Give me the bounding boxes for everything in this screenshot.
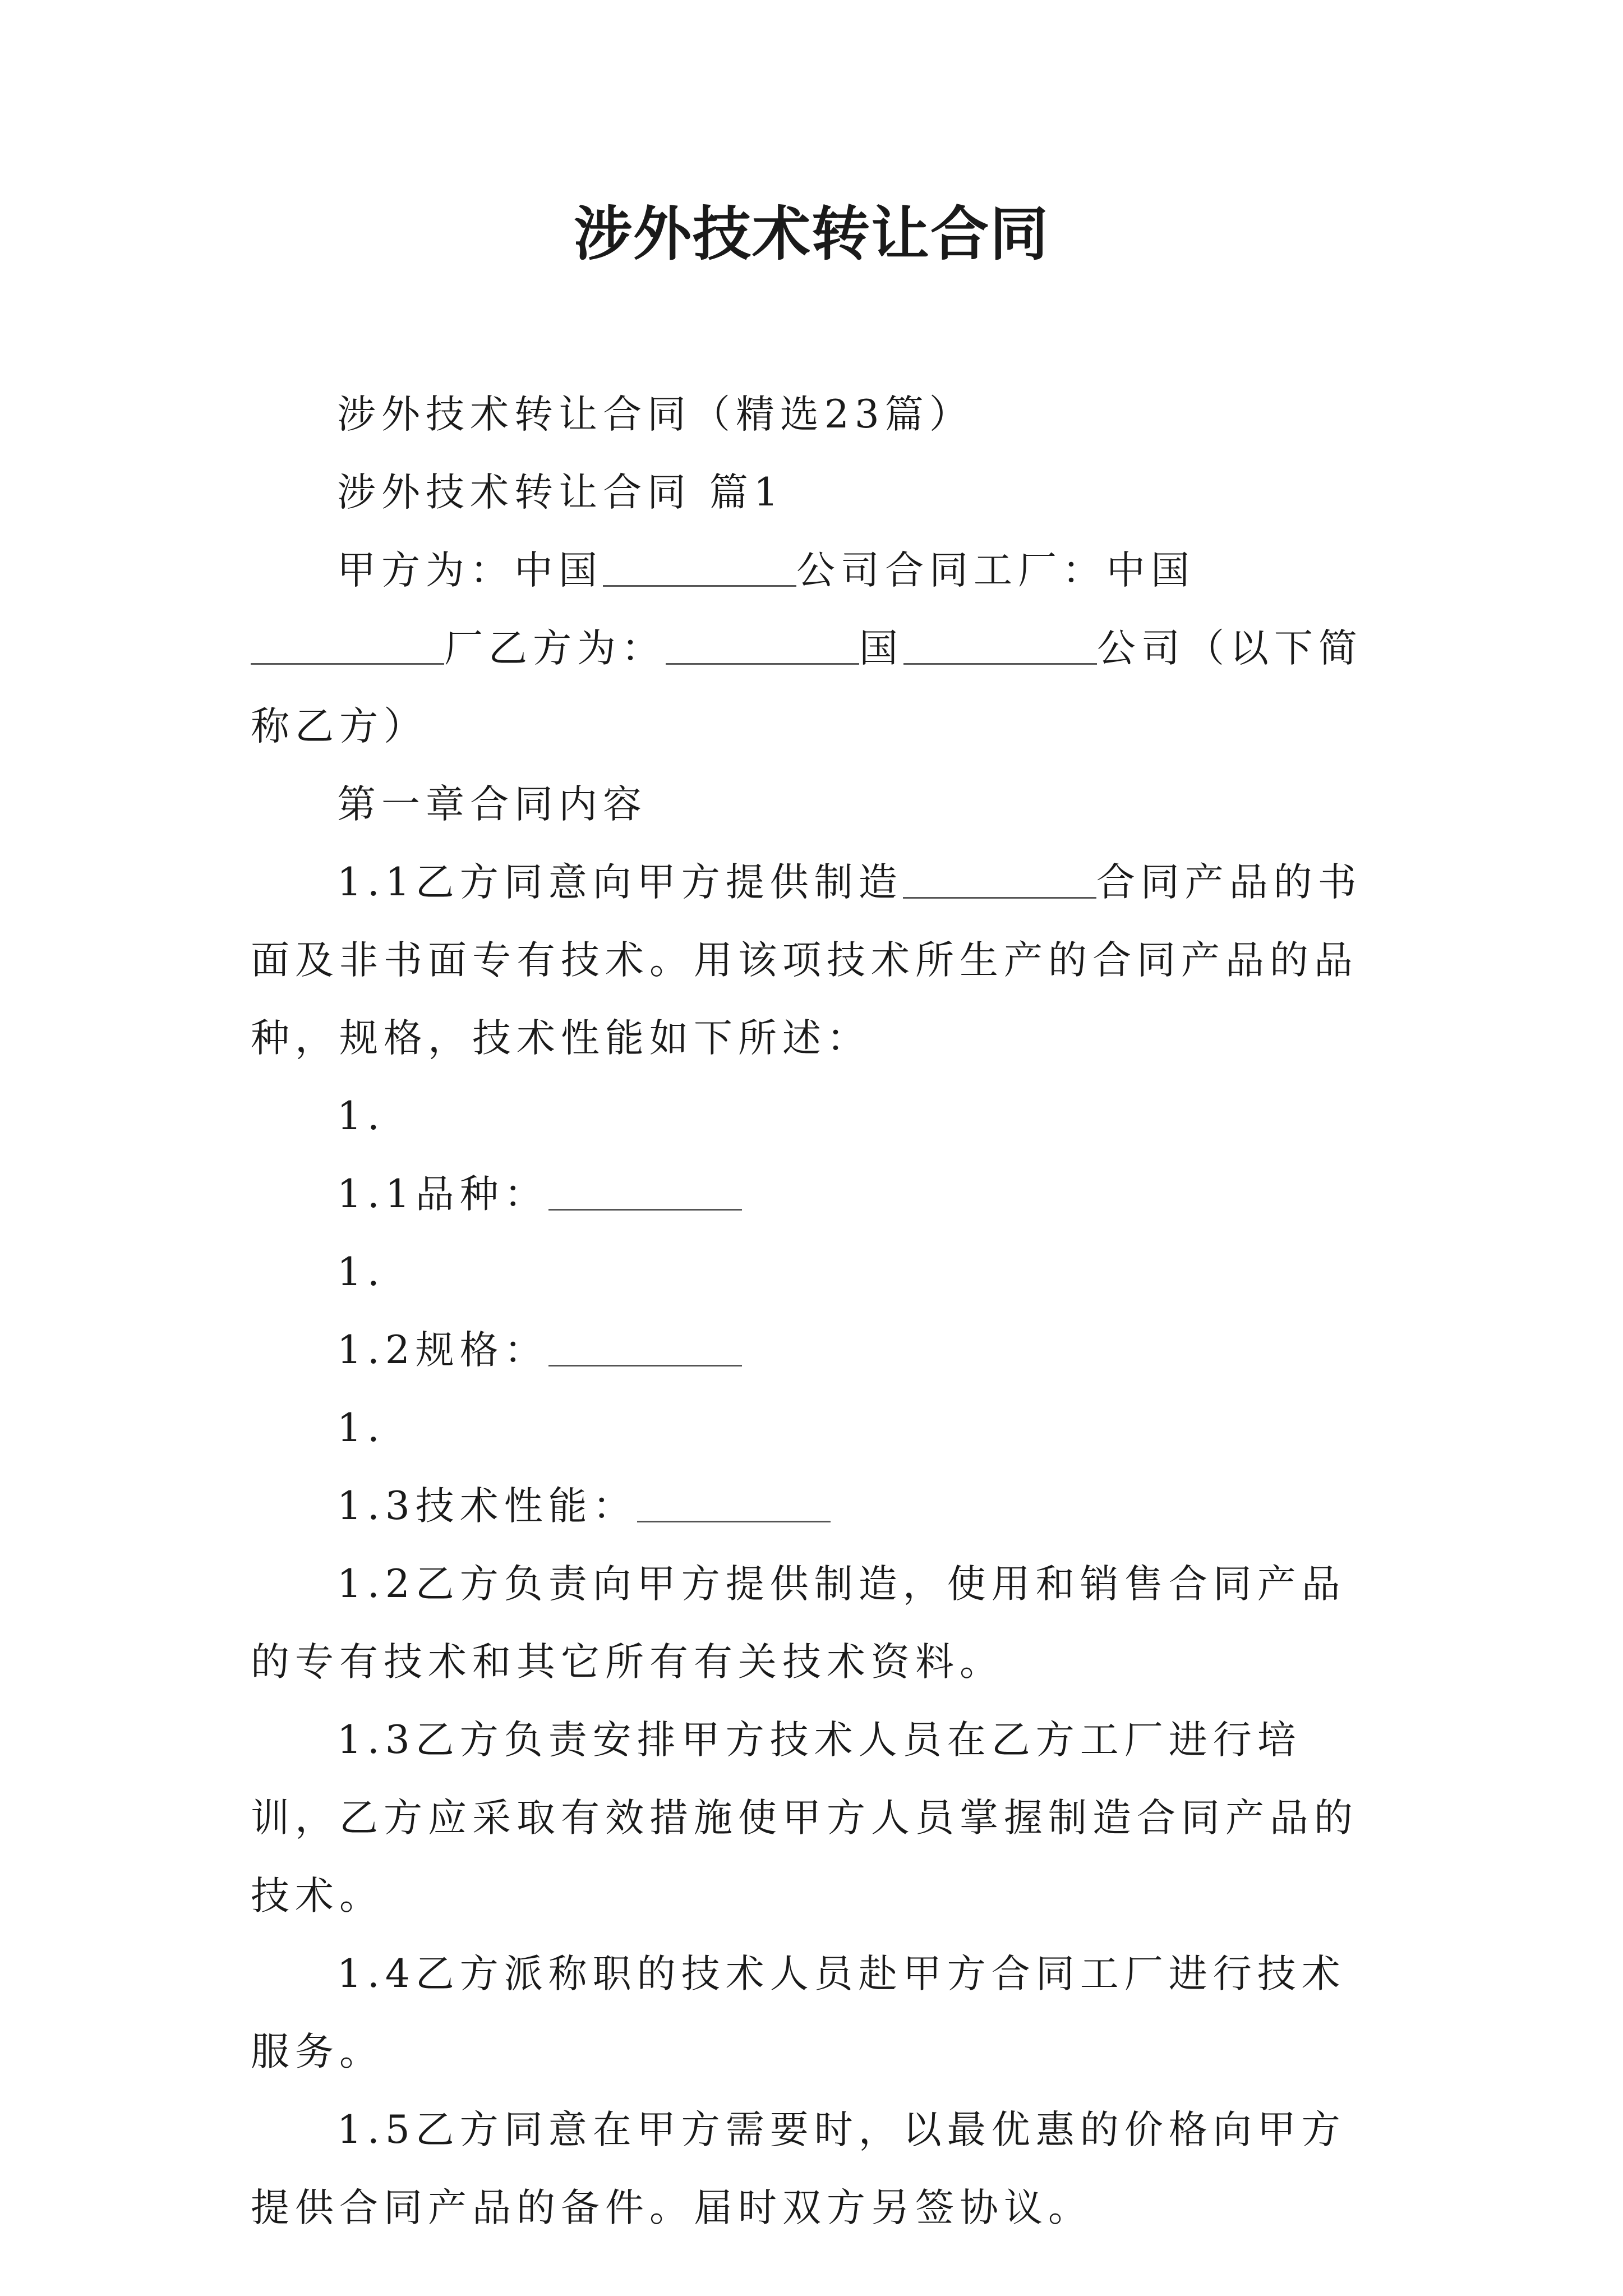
item-1-3-label: 1.3技术性能： [337, 1484, 637, 1529]
document-body [251, 376, 1379, 2247]
clause-1-1-end: 合同产品的书面及非书面专有技术。用该项技术所生产的合同产品的品种，规格，技术性能如下所述： [251, 860, 1362, 1061]
item-1b: 1. [337, 1250, 385, 1295]
item-1-2-label: 1.2规格： [337, 1328, 548, 1373]
item-1-3 [251, 1467, 1379, 1545]
party-a-factory-suffix: 厂乙方为： [444, 626, 666, 671]
clause-1-2: 1.2乙方负责向甲方提供制造，使用和销售合同产品的专有技术和其它所有有关技术资料。 [251, 1562, 1346, 1685]
document-title: 涉外技术转让合同 [573, 200, 1049, 268]
item-1-1 [251, 1156, 1379, 1234]
parties-paragraph [251, 532, 1379, 766]
item-1-1-label: 1.1品种： [337, 1172, 548, 1217]
party-a-label: 甲方为：中国 [337, 548, 603, 593]
blank-field [548, 1168, 742, 1211]
chapter-1-title: 第一章合同内容 [337, 782, 647, 827]
blank-field [903, 623, 1097, 665]
clause-1-5: 1.5乙方同意在甲方需要时，以最优惠的价格向甲方提供合同产品的备件。届时双方另签协议。 [251, 2108, 1346, 2230]
blank-field [603, 545, 796, 587]
item-1-2 [251, 1312, 1379, 1389]
blank-field [251, 623, 444, 665]
party-b-company: 公司（以下简称乙方） [251, 626, 1363, 749]
document-subtitle: 涉外技术转让合同（精选23篇） [337, 392, 974, 437]
blank-field [903, 857, 1096, 899]
blank-field [666, 623, 859, 665]
item-1c: 1. [337, 1406, 385, 1451]
clause-1-1 [251, 844, 1379, 1078]
party-a-company: 公司合同工厂：中国 [796, 548, 1195, 593]
blank-field [548, 1324, 742, 1366]
item-1a: 1. [337, 1094, 385, 1139]
clause-1-4: 1.4乙方派称职的技术人员赴甲方合同工厂进行技术服务。 [251, 1952, 1346, 2074]
clause-1-3: 1.3乙方负责安排甲方技术人员在乙方工厂进行培训，乙方应采取有效措施使甲方人员掌握制造合同产品的技术。 [251, 1718, 1358, 1918]
party-b-country: 国 [859, 626, 903, 671]
blank-field [637, 1480, 831, 1522]
clause-1-1-start: 1.1乙方同意向甲方提供制造 [337, 860, 903, 905]
section-heading: 涉外技术转让合同 篇1 [337, 470, 784, 515]
